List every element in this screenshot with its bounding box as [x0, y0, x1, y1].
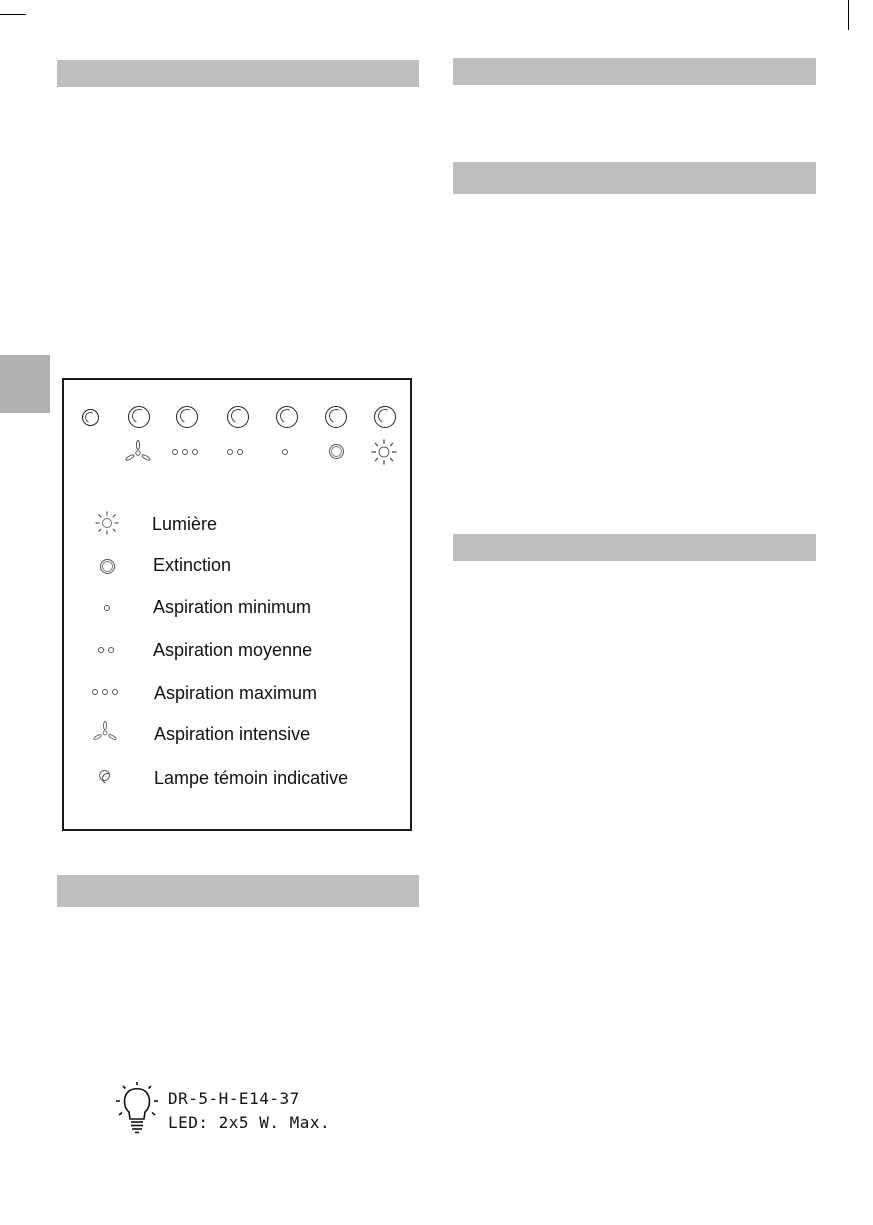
three-dots-icon-c	[192, 449, 198, 455]
control-panel-diagram	[62, 378, 412, 831]
section-header-band-3	[453, 162, 816, 194]
three-dots-icon-a	[172, 449, 178, 455]
two-dots-icon-a	[227, 449, 233, 455]
legend-off-ring-icon	[100, 559, 115, 574]
legend-label-intensive: Aspiration intensive	[154, 724, 311, 744]
section-header-band-1	[57, 60, 419, 87]
legend-indicator-lamp-icon	[99, 770, 110, 781]
indicator-lamp-knob	[82, 409, 99, 426]
legend-label-medium: Aspiration moyenne	[153, 640, 313, 660]
legend-three-dots-icon-b	[102, 689, 108, 695]
lamp-power-text: LED: 2x5 W. Max.	[168, 1113, 331, 1132]
light-icon	[370, 438, 398, 466]
three-dots-icon-b	[182, 449, 188, 455]
language-side-tab	[0, 355, 50, 413]
two-dots-icon-b	[237, 449, 243, 455]
lamp-model-text: DR-5-H-E14-37	[168, 1089, 300, 1108]
intensive-knob	[128, 406, 150, 428]
legend-three-dots-icon-c	[112, 689, 118, 695]
legend-three-dots-icon-a	[92, 689, 98, 695]
minimum-knob	[276, 406, 298, 428]
legend-fan-icon	[92, 721, 118, 743]
off-ring-icon	[329, 444, 344, 459]
legend-label-light: Lumière	[152, 514, 218, 534]
legend-one-dot-icon	[104, 605, 110, 611]
crop-mark-horizontal	[0, 14, 26, 15]
section-header-band-2	[453, 58, 816, 85]
fan-icon	[124, 440, 152, 464]
legend-label-maximum: Aspiration maximum	[154, 683, 318, 703]
off-knob	[325, 406, 347, 428]
legend-label-off: Extinction	[153, 555, 232, 575]
maximum-knob	[176, 406, 198, 428]
one-dot-icon	[282, 449, 288, 455]
crop-mark-vertical	[848, 0, 849, 30]
legend-label-indicator-lamp: Lampe témoin indicative	[154, 768, 349, 788]
legend-label-minimum: Aspiration minimum	[153, 597, 312, 617]
medium-knob	[227, 406, 249, 428]
section-header-band-5	[57, 875, 419, 907]
light-knob	[374, 406, 396, 428]
light-bulb-icon	[116, 1082, 158, 1134]
section-header-band-4	[453, 534, 816, 561]
legend-two-dots-icon-b	[108, 647, 114, 653]
legend-two-dots-icon-a	[98, 647, 104, 653]
legend-light-icon	[94, 510, 120, 536]
